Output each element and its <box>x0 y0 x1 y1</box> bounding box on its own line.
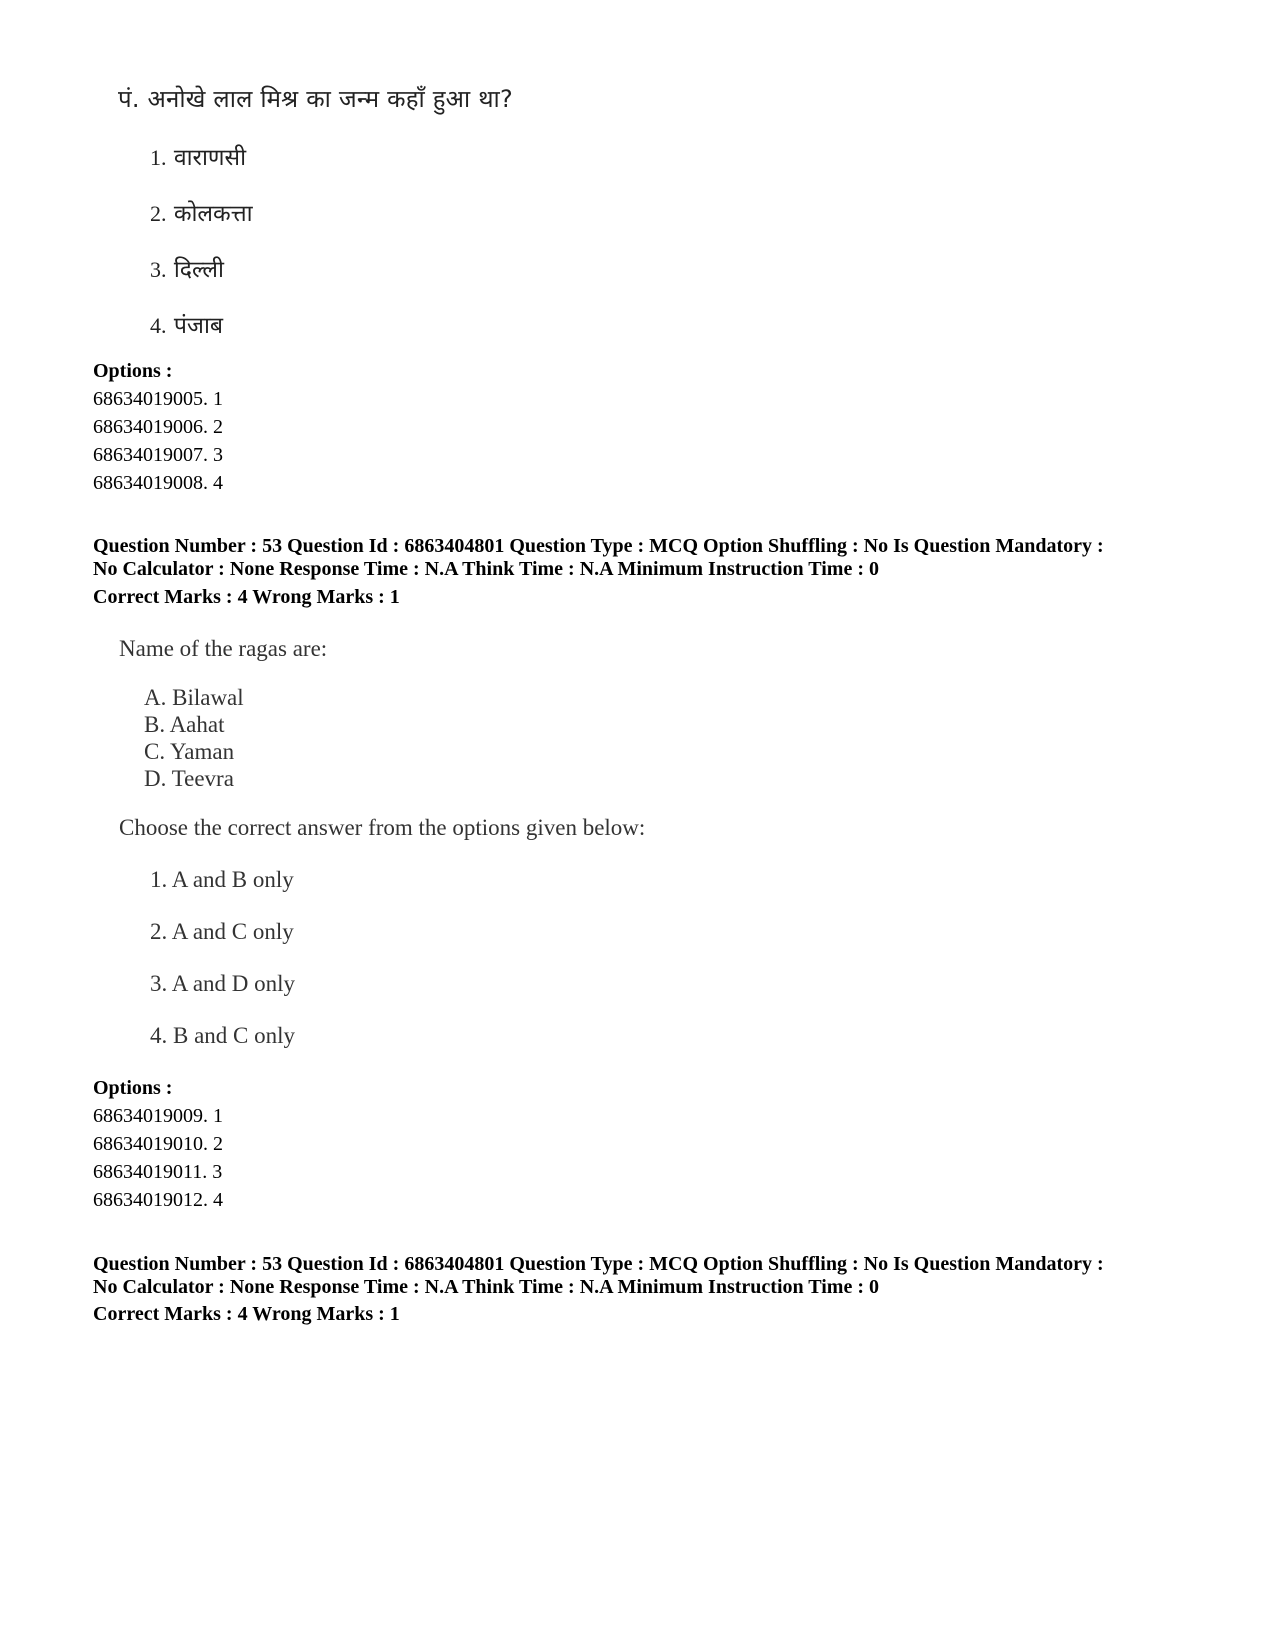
option-id: 68634019012. 4 <box>93 1189 223 1211</box>
options-heading: Options : <box>93 360 173 382</box>
option-id: 68634019010. 2 <box>93 1133 223 1155</box>
question-b-choice: 4. B and C only <box>150 1023 296 1048</box>
marks-line: Correct Marks : 4 Wrong Marks : 1 <box>93 1303 400 1325</box>
options-heading: Options : <box>93 1077 173 1099</box>
question-b-choice: 2. A and C only <box>150 919 294 944</box>
question-meta-line: No Calculator : None Response Time : N.A Think Time : N.A Minimum Instruction Time : 0 <box>93 1276 879 1298</box>
choice-number: 2. <box>150 201 167 226</box>
choice-text: दिल्ली <box>173 257 224 283</box>
raga-item: D. Teevra <box>144 766 234 791</box>
option-id: 68634019008. 4 <box>93 472 223 494</box>
question-a-choice <box>150 140 246 172</box>
choice-text: कोलकत्ता <box>173 201 253 227</box>
question-meta-line: No Calculator : None Response Time : N.A Think Time : N.A Minimum Instruction Time : 0 <box>93 558 879 580</box>
option-id: 68634019009. 1 <box>93 1105 223 1127</box>
choice-number: 1. <box>150 145 167 170</box>
question-b-choice: 1. A and B only <box>150 867 294 892</box>
question-a-choice <box>150 196 253 228</box>
raga-item: B. Aahat <box>144 712 225 737</box>
choice-number: 3. <box>150 257 167 282</box>
option-id: 68634019011. 3 <box>93 1161 223 1183</box>
question-b-choice: 3. A and D only <box>150 971 296 996</box>
choice-text: वाराणसी <box>173 145 247 171</box>
question-a-choice <box>150 308 223 340</box>
question-b-instruction: Choose the correct answer from the options given below: <box>119 815 646 840</box>
choice-text: पंजाब <box>173 313 224 339</box>
option-id: 68634019006. 2 <box>93 416 223 438</box>
question-meta-line: Question Number : 53 Question Id : 6863404801 Question Type : MCQ Option Shuffling : No Is Question Mandatory : <box>93 1253 1104 1275</box>
option-id: 68634019005. 1 <box>93 388 223 410</box>
question-a-stem: पं. अनोखे लाल मिश्र का जन्म कहाँ हुआ था? <box>118 85 513 113</box>
marks-line: Correct Marks : 4 Wrong Marks : 1 <box>93 586 400 608</box>
question-b-stem: Name of the ragas are: <box>119 636 328 661</box>
raga-item: A. Bilawal <box>144 685 244 710</box>
raga-item: C. Yaman <box>144 739 235 764</box>
question-a-choice <box>150 252 224 284</box>
question-meta-line: Question Number : 53 Question Id : 6863404801 Question Type : MCQ Option Shuffling : No Is Question Mandatory : <box>93 535 1104 557</box>
choice-number: 4. <box>150 313 167 338</box>
option-id: 68634019007. 3 <box>93 444 223 466</box>
